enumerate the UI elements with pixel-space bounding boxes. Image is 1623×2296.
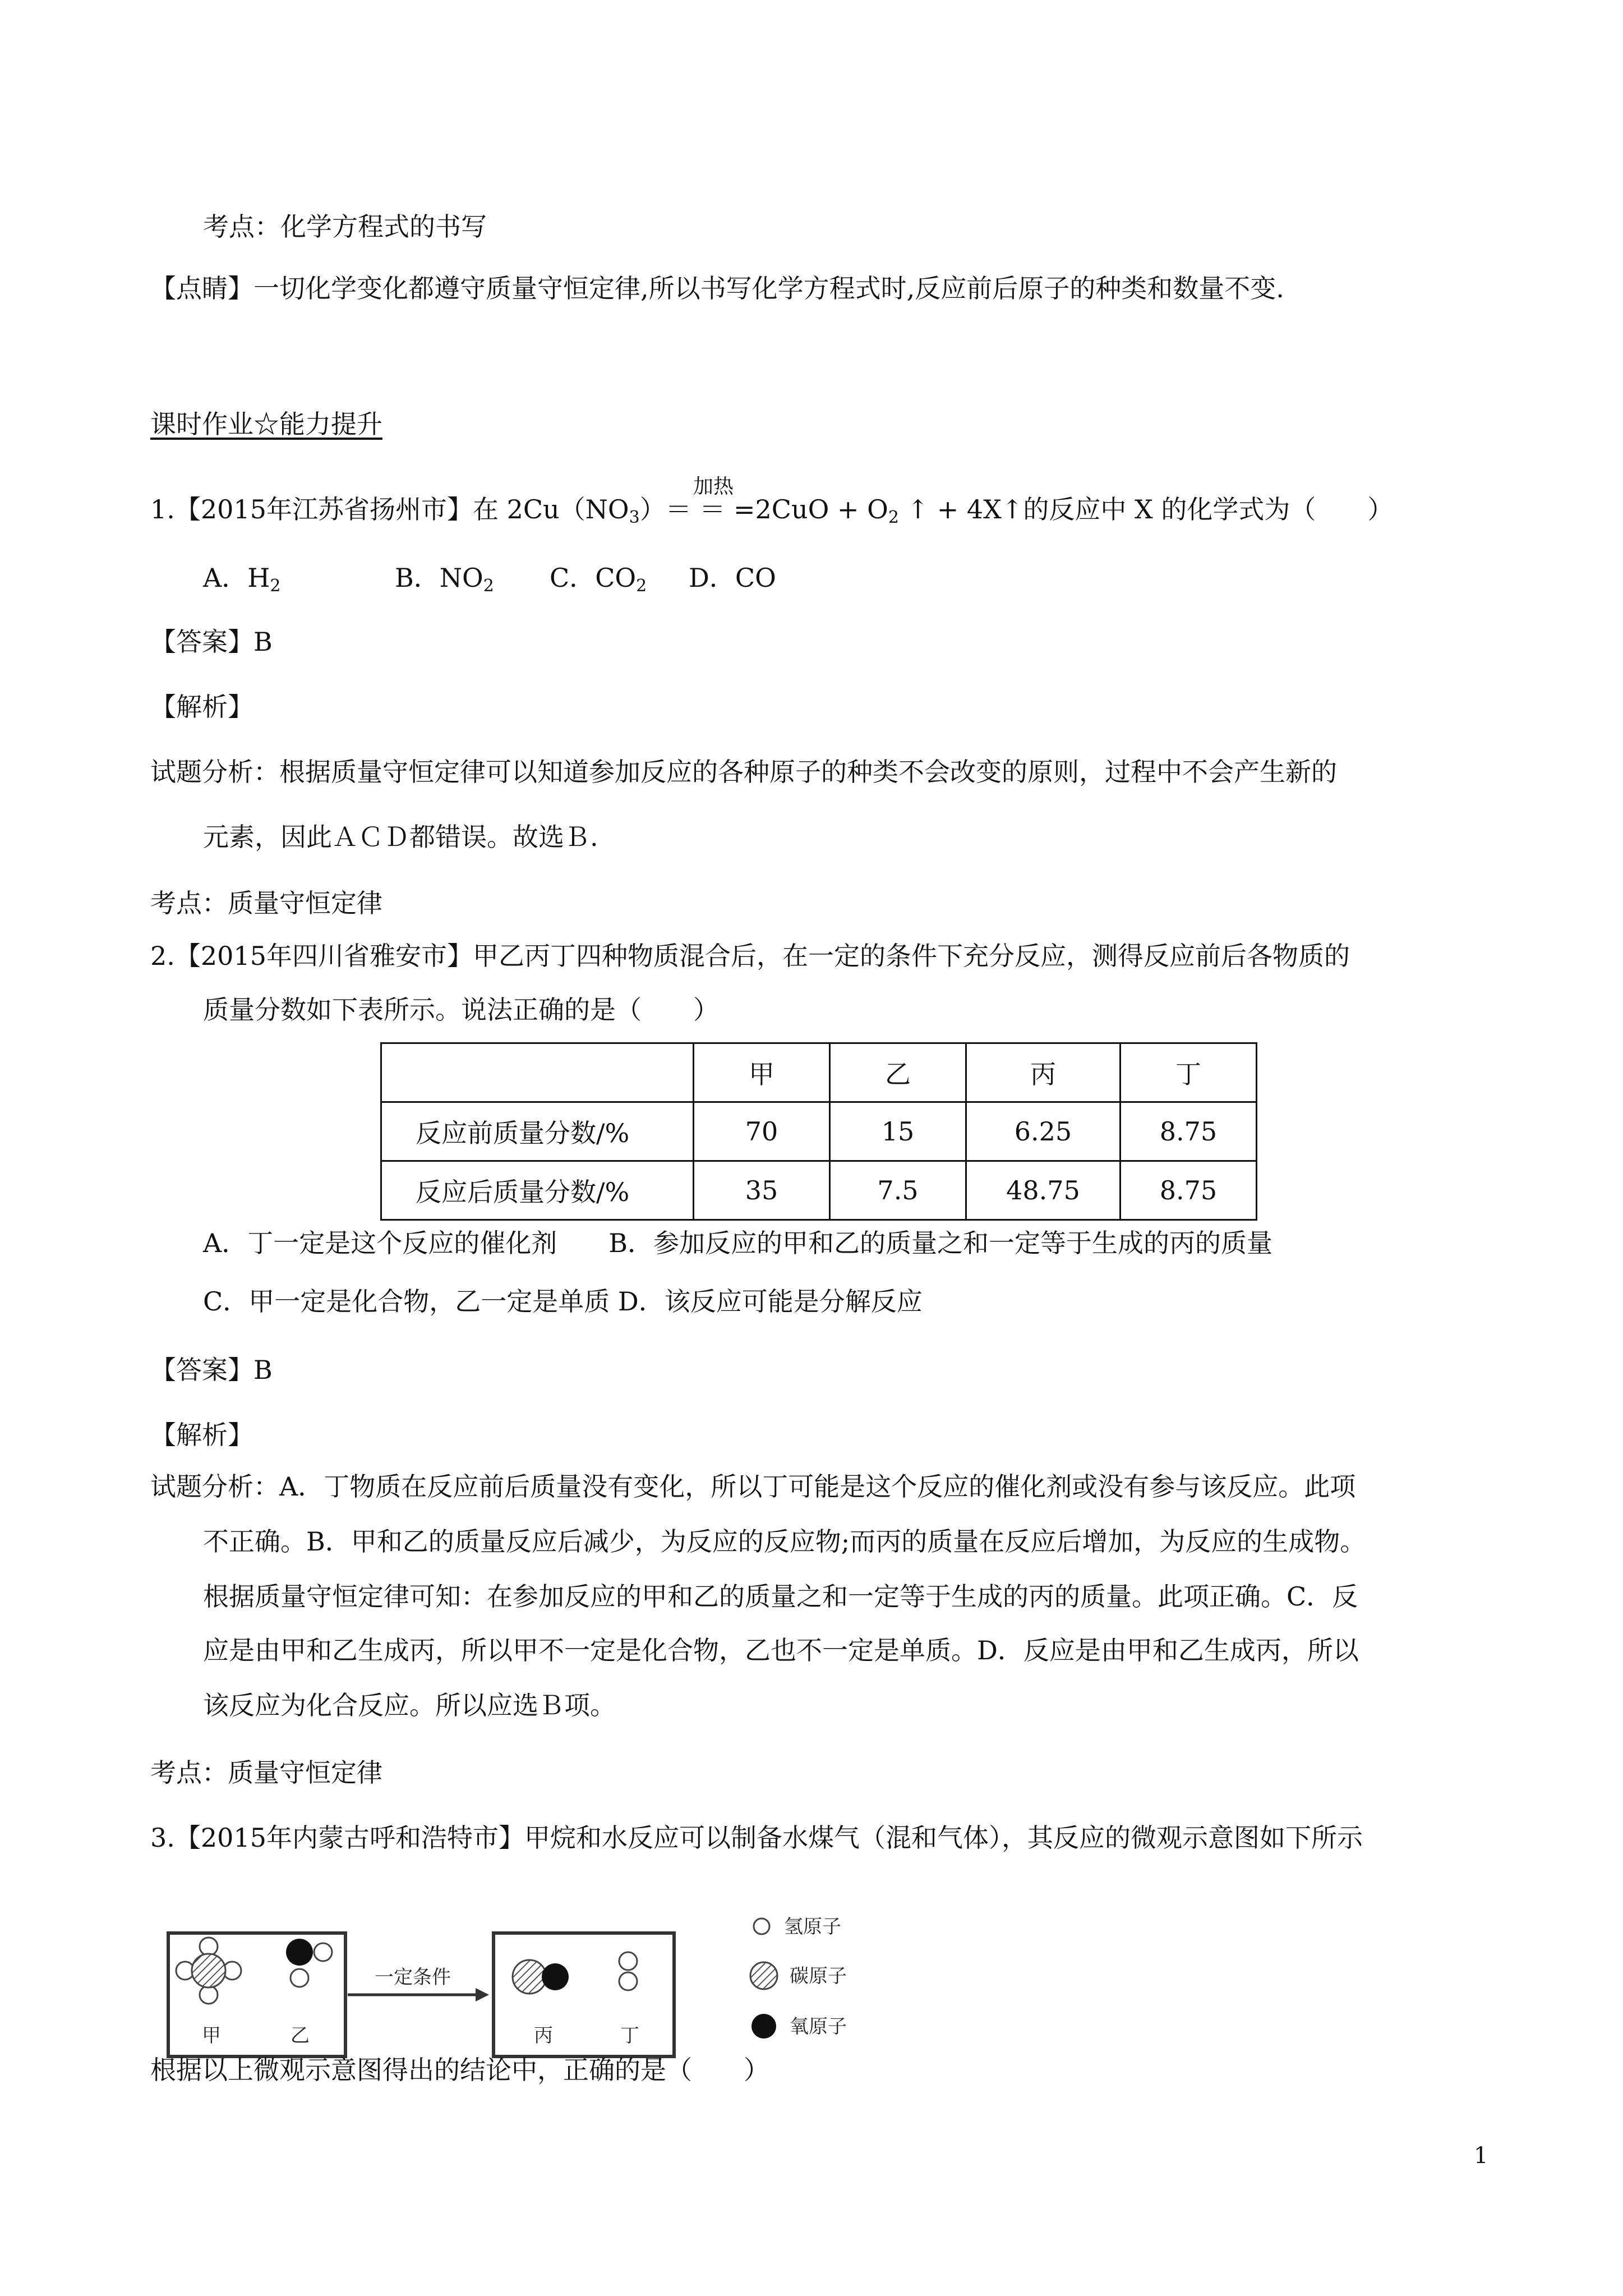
table-row <box>381 1161 1257 1220</box>
q2-analysis-4: 应是由甲和乙生成丙，所以甲不一定是化合物，乙也不一定是单质。D．反应是由甲和乙生成丙，所以 <box>203 1635 1359 1665</box>
oxygen-legend-icon <box>751 2014 776 2039</box>
q1-option-b <box>395 561 494 603</box>
q1-analysis-2: 元素，因此ＡＣＤ都错误。故选Ｂ. <box>203 822 598 852</box>
q1-opt-a-text: A．H <box>203 563 270 593</box>
products-box <box>494 1933 674 2056</box>
q1-option-d: D．CO <box>689 563 776 593</box>
table-header-cell <box>381 1043 694 1102</box>
label-yi: 乙 <box>291 2024 310 2047</box>
table-cell: 35 <box>694 1161 830 1220</box>
table-cell: 6.25 <box>966 1102 1121 1161</box>
q1-kaodian: 考点：质量守恒定律 <box>150 888 382 918</box>
q2-kaodian: 考点：质量守恒定律 <box>150 1757 382 1788</box>
q1-option-a <box>203 561 280 603</box>
q1-analysis-1: 试题分析：根据质量守恒定律可以知道参加反应的各种原子的种类不会改变的原则，过程中不会产生新的 <box>150 757 1337 787</box>
table-header-row <box>381 1043 1257 1102</box>
carbon-legend-icon <box>750 1962 777 1989</box>
reaction-micro-diagram <box>150 1879 935 2171</box>
table-cell: 7.5 <box>830 1161 966 1220</box>
q1-opt-c-sub: 2 <box>636 576 647 596</box>
q2-analysis-5: 该反应为化合反应。所以应选Ｂ项。 <box>203 1690 616 1720</box>
q1-stem-b: ）＝ ＝ =2CuO + O <box>639 494 888 524</box>
hydrogen-legend-icon <box>754 1918 769 1934</box>
q1-opt-b-text: B．NO <box>395 563 483 593</box>
q1-stem-sub1: 3 <box>629 508 640 527</box>
q3-question: 根据以上微观示意图得出的结论中，正确的是（ ） <box>150 2055 769 2085</box>
table-row <box>381 1102 1257 1161</box>
q1-option-c <box>550 561 647 603</box>
kaodian-top: 考点：化学方程式的书写 <box>203 211 487 242</box>
water-molecule <box>286 1939 332 1987</box>
q2-jiexi: 【解析】 <box>150 1420 253 1450</box>
q1-stem-a: 1.【2015年江苏省扬州市】在 2Cu（NO <box>150 494 629 524</box>
q1-opt-b-sub: 2 <box>483 576 494 596</box>
q2-options-cd: C．甲一定是化合物，乙一定是单质 D．该反应可能是分解反应 <box>203 1286 923 1317</box>
table-cell: 70 <box>694 1102 830 1161</box>
mass-fraction-table <box>380 1042 1257 1221</box>
table-cell: 15 <box>830 1102 966 1161</box>
table-header-cell: 丙 <box>966 1043 1121 1102</box>
table-header-cell: 丁 <box>1121 1043 1257 1102</box>
q2-analysis-2: 不正确。B．甲和乙的质量反应后减少，为反应的反应物;而丙的质量在反应后增加，为反应的生成物。 <box>203 1526 1366 1557</box>
h2-molecule <box>619 1952 637 1990</box>
dianjing: 【点睛】一切化学变化都遵守质量守恒定律,所以书写化学方程式时,反应前后原子的种类和数量不变. <box>150 273 1284 303</box>
table-header-cell: 甲 <box>694 1043 830 1102</box>
table-cell: 8.75 <box>1121 1102 1257 1161</box>
label-jia: 甲 <box>202 2024 221 2047</box>
table-header-cell: 乙 <box>830 1043 966 1102</box>
table-row-header: 反应前质量分数/% <box>381 1102 694 1161</box>
q1-stem-sub2: 2 <box>888 508 899 527</box>
legend-oxygen: 氧原子 <box>790 2016 847 2038</box>
q1-opt-c-text: C．CO <box>550 563 637 593</box>
page-number: 1 <box>1474 2143 1488 2169</box>
section-title: 课时作业☆能力提升 <box>150 409 382 439</box>
q1-answer: 【答案】B <box>150 627 273 657</box>
q2-analysis-3: 根据质量守恒定律可知：在参加反应的甲和乙的质量之和一定等于生成的丙的质量。此项正确。C．反 <box>203 1581 1358 1612</box>
legend-hydrogen: 氢原子 <box>784 1916 841 1938</box>
q2-stem-2: 质量分数如下表所示。说法正确的是（ ） <box>203 995 719 1025</box>
table-cell: 48.75 <box>966 1161 1121 1220</box>
q3-stem: 3.【2015年内蒙古呼和浩特市】甲烷和水反应可以制备水煤气（混和气体），其反应的微观示意图如下所示 <box>150 1823 1363 1853</box>
q2-options-ab: A．丁一定是这个反应的催化剂 B．参加反应的甲和乙的质量之和一定等于生成的丙的质量 <box>203 1228 1273 1258</box>
q1-opt-a-sub: 2 <box>270 576 281 596</box>
q2-analysis-1: 试题分析：A．丁物质在反应前后质量没有变化，所以丁可能是这个反应的催化剂或没有参与该反应。此项 <box>150 1471 1356 1502</box>
label-ding: 丁 <box>620 2024 639 2047</box>
table-row-header: 反应后质量分数/% <box>381 1161 694 1220</box>
q2-stem-1: 2.【2015年四川省雅安市】甲乙丙丁四种物质混合后，在一定的条件下充分反应，测得反应前后各物质的 <box>150 941 1350 971</box>
legend-carbon: 碳原子 <box>790 1965 847 1987</box>
q1-heat-label: 加热 <box>693 475 734 498</box>
q1-stem <box>150 493 1393 535</box>
arrow-label: 一定条件 <box>375 1966 451 1989</box>
q2-answer: 【答案】B <box>150 1355 273 1385</box>
co-molecule <box>513 1960 569 1994</box>
q1-jiexi: 【解析】 <box>150 692 253 722</box>
table-cell: 8.75 <box>1121 1161 1257 1220</box>
q1-stem-c: ↑ + 4X↑的反应中 X 的化学式为（ ） <box>898 494 1394 524</box>
methane-molecule <box>176 1938 241 2004</box>
label-bing: 丙 <box>534 2024 553 2047</box>
arrow-head-icon <box>476 1988 489 2001</box>
